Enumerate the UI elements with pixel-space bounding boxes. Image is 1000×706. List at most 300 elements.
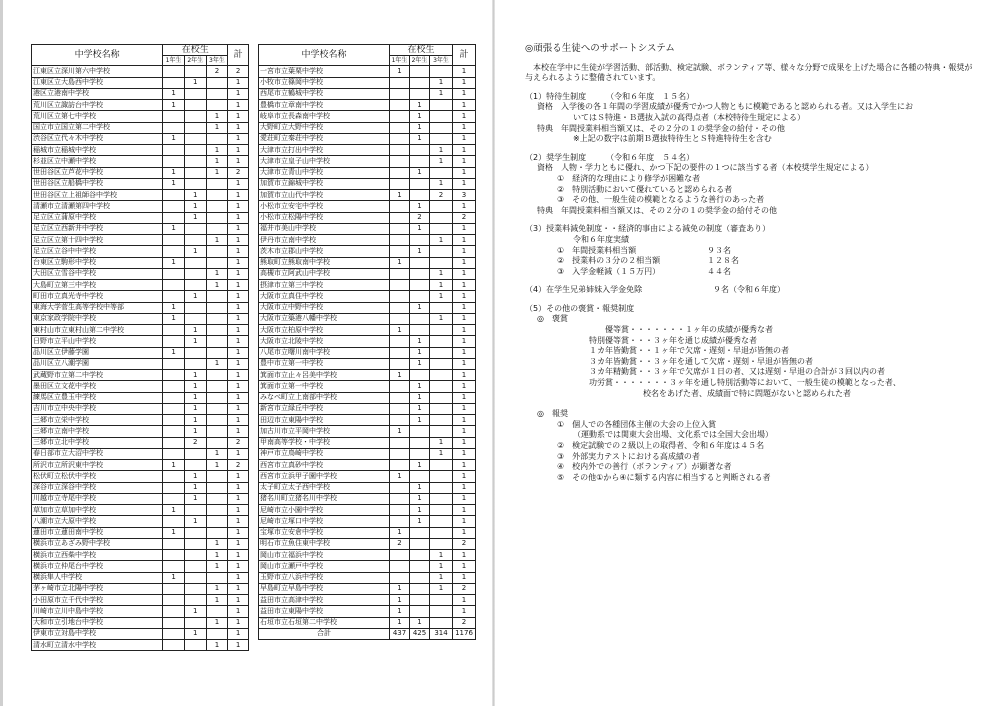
total-cell: 1: [453, 426, 476, 437]
total-cell: 1: [228, 302, 249, 313]
grade-3-cell: [206, 392, 228, 403]
grade-3-cell: [206, 527, 228, 538]
school-name-cell: 八尾市立曙川南中学校: [259, 347, 390, 358]
section-scholarship-special: [525, 92, 980, 145]
grade-3-cell: 1: [430, 437, 453, 448]
total-cell: 1: [453, 100, 476, 111]
total-cell: 1: [453, 606, 476, 617]
result-label: ③ 入学金軽減（１５万円）: [557, 266, 661, 276]
grade-1-cell: [163, 235, 185, 246]
result-value: ４４名: [707, 266, 731, 276]
grade-3-cell: [206, 100, 228, 111]
school-name-cell: 町田市立真光寺中学校: [32, 291, 163, 302]
total-cell: 1: [228, 156, 249, 167]
grade-2-cell: 1: [410, 381, 430, 392]
grade-1-cell: [390, 156, 410, 167]
grade-2-cell: [184, 100, 206, 111]
grade-2-cell: 1: [410, 347, 430, 358]
total-cell: 1: [453, 167, 476, 178]
table-row: [259, 268, 476, 279]
school-name-cell: 東海大学菅生高等学校中等部: [32, 302, 163, 313]
grade-1-cell: [390, 201, 410, 212]
school-name-cell: 大和市立引地台中学校: [32, 617, 163, 628]
school-name-cell: 大阪市立北陵中学校: [259, 336, 390, 347]
grade-3-cell: [430, 415, 453, 426]
reward-item: ③ 外部実力テストにおける高成績の者: [557, 451, 700, 461]
grade-1-cell: 1: [163, 167, 185, 178]
grade-1-cell: [163, 246, 185, 257]
grade-3-cell: [206, 606, 228, 617]
total-cell: 1: [453, 280, 476, 291]
grade-2-cell: 1: [410, 100, 430, 111]
grade-1-cell: [390, 291, 410, 302]
total-cell: 1: [453, 122, 476, 133]
school-name-cell: 熊取町立熊取南中学校: [259, 257, 390, 268]
table-row: [259, 538, 476, 549]
table-row: [32, 100, 249, 111]
grade-2-cell: 1: [184, 493, 206, 504]
grade-1-cell: [390, 122, 410, 133]
table-row: [259, 280, 476, 291]
total-cell: 1: [453, 336, 476, 347]
grade-2-cell: 1: [410, 223, 430, 234]
total-cell: 1: [453, 460, 476, 471]
table-row: [259, 201, 476, 212]
grade-3-cell: 1: [206, 156, 228, 167]
total-cell: 1: [453, 516, 476, 527]
grade-1-cell: [390, 77, 410, 88]
grade-3-cell: 1: [430, 448, 453, 459]
total-cell: 1: [228, 640, 249, 651]
total-cell: 1: [228, 426, 249, 437]
table-row: [259, 190, 476, 201]
grade-2-cell: [410, 280, 430, 291]
table-row: [259, 145, 476, 156]
school-name-cell: 神戸市立鳥崎中学校: [259, 448, 390, 459]
school-name-cell: 小松市立松陽中学校: [259, 212, 390, 223]
grade-3-cell: 1: [206, 235, 228, 246]
grade-3-cell: 2: [206, 66, 228, 77]
total-cell: 1: [453, 145, 476, 156]
table-row: [259, 606, 476, 617]
grade-2-cell: 1: [184, 370, 206, 381]
grade-1-cell: [163, 426, 185, 437]
grade-2-cell: 1: [184, 190, 206, 201]
result-row: [525, 267, 980, 278]
grade-2-cell: [410, 595, 430, 606]
grade-1-cell: 1: [390, 606, 410, 617]
award-item: ３カ年皆勤賞・・３ヶ年を通して欠席・遅刻・早退が皆無の者: [589, 356, 813, 366]
total-cell: 1: [228, 313, 249, 324]
grade-1-cell: 1: [390, 325, 410, 336]
school-name-cell: 蓮田市立蓮田南中学校: [32, 527, 163, 538]
grade-3-cell: [430, 370, 453, 381]
school-name-cell: 西宮市立浜甲子園中学校: [259, 471, 390, 482]
total-cell: 1: [228, 178, 249, 189]
total-cell: 2: [228, 66, 249, 77]
total-cell: 1: [453, 235, 476, 246]
total-cell: 1: [228, 100, 249, 111]
grade-2-cell: 1: [184, 201, 206, 212]
table-row: [32, 133, 249, 144]
grade-1-cell: [163, 212, 185, 223]
school-name-cell: 三郷市立北中学校: [32, 437, 163, 448]
school-name-cell: 福井市美山中学校: [259, 223, 390, 234]
total-cell: 1: [453, 561, 476, 572]
school-name-cell: 甲南高等学校・中学校: [259, 437, 390, 448]
total-cell: 1: [228, 392, 249, 403]
requirement-item: ② 特別活動において優れていると認められる者: [557, 184, 733, 194]
grade-3-cell: [430, 325, 453, 336]
grade-3-cell: 1: [206, 550, 228, 561]
table-row: [32, 235, 249, 246]
grade-3-cell: [206, 88, 228, 99]
grade-3-cell: [206, 493, 228, 504]
total-cell: 1: [228, 190, 249, 201]
total-grade-2: 425: [410, 628, 430, 639]
table-row: [32, 223, 249, 234]
grade-1-cell: [163, 640, 185, 651]
total-cell: 2: [453, 212, 476, 223]
total-cell: 1: [453, 66, 476, 77]
school-name-cell: 田辺市立東陽中学校: [259, 415, 390, 426]
table-row: [32, 538, 249, 549]
grade-2-cell: [184, 527, 206, 538]
grade-1-cell: [390, 223, 410, 234]
grade-1-cell: 2: [390, 538, 410, 549]
table-row: [32, 77, 249, 88]
grade-3-cell: 1: [206, 617, 228, 628]
total-cell: 1: [228, 325, 249, 336]
school-name-cell: 杉並区立中瀬中学校: [32, 156, 163, 167]
total-cell: 1: [453, 347, 476, 358]
grade-1-cell: [390, 347, 410, 358]
table-row: [259, 88, 476, 99]
table-row: [32, 268, 249, 279]
header-grade-3: 3年生: [430, 56, 453, 66]
grade-3-cell: [206, 325, 228, 336]
total-cell: 1: [228, 595, 249, 606]
school-name-cell: 大津市立皇子山中学校: [259, 156, 390, 167]
grade-3-cell: [206, 516, 228, 527]
school-name-cell: 岡山市立瀬戸中学校: [259, 561, 390, 572]
school-name-cell: 東村山市立東村山第二中学校: [32, 325, 163, 336]
total-grade-3: 314: [430, 628, 453, 639]
grade-3-cell: [206, 201, 228, 212]
total-cell: 2: [453, 538, 476, 549]
total-cell: 1: [228, 223, 249, 234]
table-row: [32, 178, 249, 189]
grade-1-cell: [390, 133, 410, 144]
table-row: [259, 370, 476, 381]
school-name-cell: 横浜隼人中学校: [32, 572, 163, 583]
grade-2-cell: [410, 313, 430, 324]
grade-2-cell: 1: [184, 381, 206, 392]
grade-2-cell: 2: [410, 212, 430, 223]
grade-1-cell: 1: [390, 66, 410, 77]
total-cell: 1: [453, 448, 476, 459]
school-name-cell: 猪名川町立猪名川中学校: [259, 493, 390, 504]
school-name-cell: 益田市立高津中学校: [259, 595, 390, 606]
grade-3-cell: [430, 111, 453, 122]
school-name-cell: 伊東市立対島中学校: [32, 628, 163, 639]
school-name-cell: 豊橋市立章南中学校: [259, 100, 390, 111]
total-cell: 3: [453, 190, 476, 201]
table-row: [259, 437, 476, 448]
section-scholarship-student: [525, 153, 980, 217]
table-row: [259, 347, 476, 358]
award-item: 特別優等賞・・・３ヶ年を通じ成績が優秀な者: [589, 335, 757, 345]
grade-1-cell: [163, 201, 185, 212]
header-school-name: 中学校名称: [259, 45, 390, 66]
table-row: [259, 471, 476, 482]
total-cell: 1: [453, 88, 476, 99]
grade-1-cell: [163, 403, 185, 414]
school-name-cell: 松伏町立松伏中学校: [32, 471, 163, 482]
table-row: [32, 482, 249, 493]
table-row: [32, 336, 249, 347]
table-row: [259, 178, 476, 189]
school-name-cell: 清水町立清水中学校: [32, 640, 163, 651]
total-cell: 2: [453, 617, 476, 628]
grade-3-cell: [206, 336, 228, 347]
total-cell: 1: [228, 538, 249, 549]
total-cell: 1: [453, 482, 476, 493]
school-name-cell: 足立区立西新井中学校: [32, 223, 163, 234]
grade-1-cell: 1: [163, 347, 185, 358]
grade-2-cell: 1: [410, 167, 430, 178]
grade-3-cell: [430, 201, 453, 212]
grade-3-cell: 1: [206, 538, 228, 549]
header-grade-1: 1年生: [390, 56, 410, 66]
school-name-cell: 明石市立魚住東中学校: [259, 538, 390, 549]
total-grade-1: 437: [390, 628, 410, 639]
award-item-cont: 校名をあげた者、成績面で特に問題がないと認められた者: [643, 388, 851, 398]
grade-2-cell: [410, 66, 430, 77]
grade-1-cell: [390, 235, 410, 246]
grade-2-cell: 1: [184, 403, 206, 414]
award-item: １カ年皆勤賞・・１ヶ年で欠席・遅刻・早退が皆無の者: [589, 346, 789, 356]
grade-2-cell: 1: [410, 392, 430, 403]
table-row: [32, 403, 249, 414]
grade-1-cell: [163, 145, 185, 156]
table-row: [32, 313, 249, 324]
grade-1-cell: [390, 482, 410, 493]
grade-1-cell: [390, 437, 410, 448]
table-row: [259, 313, 476, 324]
support-system-document: [525, 44, 980, 491]
table-row: [259, 257, 476, 268]
school-name-cell: 岡山市立福浜中学校: [259, 550, 390, 561]
grade-2-cell: [184, 88, 206, 99]
grade-1-cell: 1: [163, 572, 185, 583]
grade-1-cell: [390, 100, 410, 111]
grade-2-cell: [410, 437, 430, 448]
school-name-cell: 墨田区立文花中学校: [32, 381, 163, 392]
school-name-cell: 早島町立早島中学校: [259, 583, 390, 594]
total-cell: 1: [228, 403, 249, 414]
table-row: [32, 505, 249, 516]
grade-3-cell: [206, 313, 228, 324]
grade-3-cell: 1: [430, 145, 453, 156]
grade-2-cell: 1: [184, 246, 206, 257]
grade-3-cell: [430, 167, 453, 178]
grade-1-cell: 1: [390, 595, 410, 606]
total-cell: 1: [228, 336, 249, 347]
header-total: 計: [453, 45, 476, 66]
table-row: [259, 358, 476, 369]
grade-2-cell: [410, 550, 430, 561]
school-name-cell: 大阪市立築港八幡中学校: [259, 313, 390, 324]
table-row: [32, 460, 249, 471]
table-row: [32, 88, 249, 99]
total-cell: 1: [453, 392, 476, 403]
grade-2-cell: 1: [184, 325, 206, 336]
grade-3-cell: 1: [430, 88, 453, 99]
grade-2-cell: [410, 448, 430, 459]
grade-2-cell: [410, 235, 430, 246]
school-name-cell: 小牧市立篠岡中学校: [259, 77, 390, 88]
grade-1-cell: [163, 482, 185, 493]
total-cell: 1: [453, 223, 476, 234]
grade-3-cell: [206, 381, 228, 392]
grade-1-cell: 1: [390, 617, 410, 628]
grade-2-cell: [184, 550, 206, 561]
table-row: [32, 628, 249, 639]
table-row: [259, 336, 476, 347]
grade-1-cell: [390, 145, 410, 156]
grade-2-cell: 1: [410, 415, 430, 426]
grade-2-cell: [184, 235, 206, 246]
section-sibling-exemption: [525, 285, 980, 296]
table-row: [259, 167, 476, 178]
result-value: １２８名: [707, 256, 739, 266]
total-cell: 1: [228, 583, 249, 594]
results-subheading: 令和６年度実績: [573, 234, 629, 244]
grade-1-cell: [163, 122, 185, 133]
grade-2-cell: 1: [410, 246, 430, 257]
school-name-cell: 新宮市立緑丘中学校: [259, 403, 390, 414]
school-name-cell: 西尾市立鶴城中学校: [259, 88, 390, 99]
school-name-cell: 大阪市立中野中学校: [259, 302, 390, 313]
school-name-cell: 岐阜市立長森南中学校: [259, 111, 390, 122]
grade-3-cell: 1: [206, 583, 228, 594]
grade-1-cell: [390, 493, 410, 504]
grade-1-cell: [163, 628, 185, 639]
grade-1-cell: [163, 111, 185, 122]
grade-3-cell: [430, 133, 453, 144]
grade-3-cell: 1: [430, 550, 453, 561]
table-row: [259, 100, 476, 111]
total-cell: 1: [228, 201, 249, 212]
table-row: [32, 190, 249, 201]
header-enrolled: 在校生: [163, 45, 228, 56]
grade-2-cell: 1: [410, 358, 430, 369]
grade-3-cell: [206, 505, 228, 516]
school-name-cell: 尼崎市立塚口中学校: [259, 516, 390, 527]
grade-2-cell: [184, 460, 206, 471]
grade-1-cell: 1: [163, 313, 185, 324]
table-row: [259, 516, 476, 527]
school-name-cell: みなべ町立上南部中学校: [259, 392, 390, 403]
grade-3-cell: [206, 415, 228, 426]
grade-3-cell: [430, 212, 453, 223]
total-cell: 1: [228, 572, 249, 583]
total-cell: 1: [453, 111, 476, 122]
section-other-awards: [525, 304, 980, 484]
note-line: ※上記の数字は前期Ｂ選抜特待生とＳ特進特待生を含む: [573, 134, 772, 144]
doc-title: ◎頑張る生徒へのサポートシステム: [525, 43, 675, 54]
table-row: [259, 235, 476, 246]
result-label: ① 年間授業料相当額: [557, 245, 637, 255]
grade-1-cell: [390, 358, 410, 369]
school-name-cell: 大津市立青山中学校: [259, 167, 390, 178]
table-row: [32, 370, 249, 381]
grade-2-cell: [410, 583, 430, 594]
grade-1-cell: [163, 561, 185, 572]
school-name-cell: 小田原市立千代中学校: [32, 595, 163, 606]
school-name-cell: 大野町立大野中学校: [259, 122, 390, 133]
grade-1-cell: [163, 325, 185, 336]
total-cell: 1: [228, 493, 249, 504]
total-cell: 1: [228, 122, 249, 133]
grade-2-cell: 1: [184, 392, 206, 403]
result-row: [525, 256, 980, 267]
school-name-cell: 三郷市立南中学校: [32, 426, 163, 437]
grade-3-cell: 1: [430, 156, 453, 167]
grade-3-cell: [430, 100, 453, 111]
school-name-cell: 世田谷区立芦花中学校: [32, 167, 163, 178]
school-name-cell: 品川区立八潮学園: [32, 358, 163, 369]
grade-1-cell: 1: [163, 133, 185, 144]
grade-2-cell: [410, 538, 430, 549]
grade-1-cell: 1: [390, 583, 410, 594]
table-row: [32, 325, 249, 336]
reward-item: ① 個人での各種団体主催の大会の上位入賞: [557, 419, 717, 429]
award-item: 優等賞・・・・・・・１ヶ年の成績が優秀な者: [605, 325, 773, 335]
school-name-cell: 大津市立打出中学校: [259, 145, 390, 156]
school-name-cell: 世田谷区立上祖師谷中学校: [32, 190, 163, 201]
section-tuition-reduction: [525, 224, 980, 277]
table-row: [32, 145, 249, 156]
school-name-cell: 加賀市立山代中学校: [259, 190, 390, 201]
table-row: [259, 572, 476, 583]
table-row: [259, 561, 476, 572]
school-table-left: [31, 44, 249, 651]
school-name-cell: 愛荘町立秦荘中学校: [259, 133, 390, 144]
grade-1-cell: [390, 280, 410, 291]
award-item: 功労賞・・・・・・・３ヶ年を通し特別活動等において、一般生徒の模範となった者、: [589, 378, 901, 388]
grade-3-cell: [206, 291, 228, 302]
grade-2-cell: 1: [410, 617, 430, 628]
section-heading: （2）奨学生制度 （令和６年度 ５４名）: [525, 152, 695, 162]
grade-2-cell: [184, 538, 206, 549]
grade-1-cell: 1: [163, 302, 185, 313]
table-row: [32, 257, 249, 268]
grade-1-cell: [390, 167, 410, 178]
school-name-cell: 豊中市立第一中学校: [259, 358, 390, 369]
table-row: [259, 617, 476, 628]
total-cell: 1: [228, 471, 249, 482]
total-cell: 1: [228, 111, 249, 122]
grade-2-cell: [184, 313, 206, 324]
table-row: [32, 572, 249, 583]
total-cell: 1: [228, 133, 249, 144]
grade-2-cell: [184, 66, 206, 77]
table-row: [32, 550, 249, 561]
school-name-cell: 草加市立草加中学校: [32, 505, 163, 516]
grade-3-cell: [430, 595, 453, 606]
